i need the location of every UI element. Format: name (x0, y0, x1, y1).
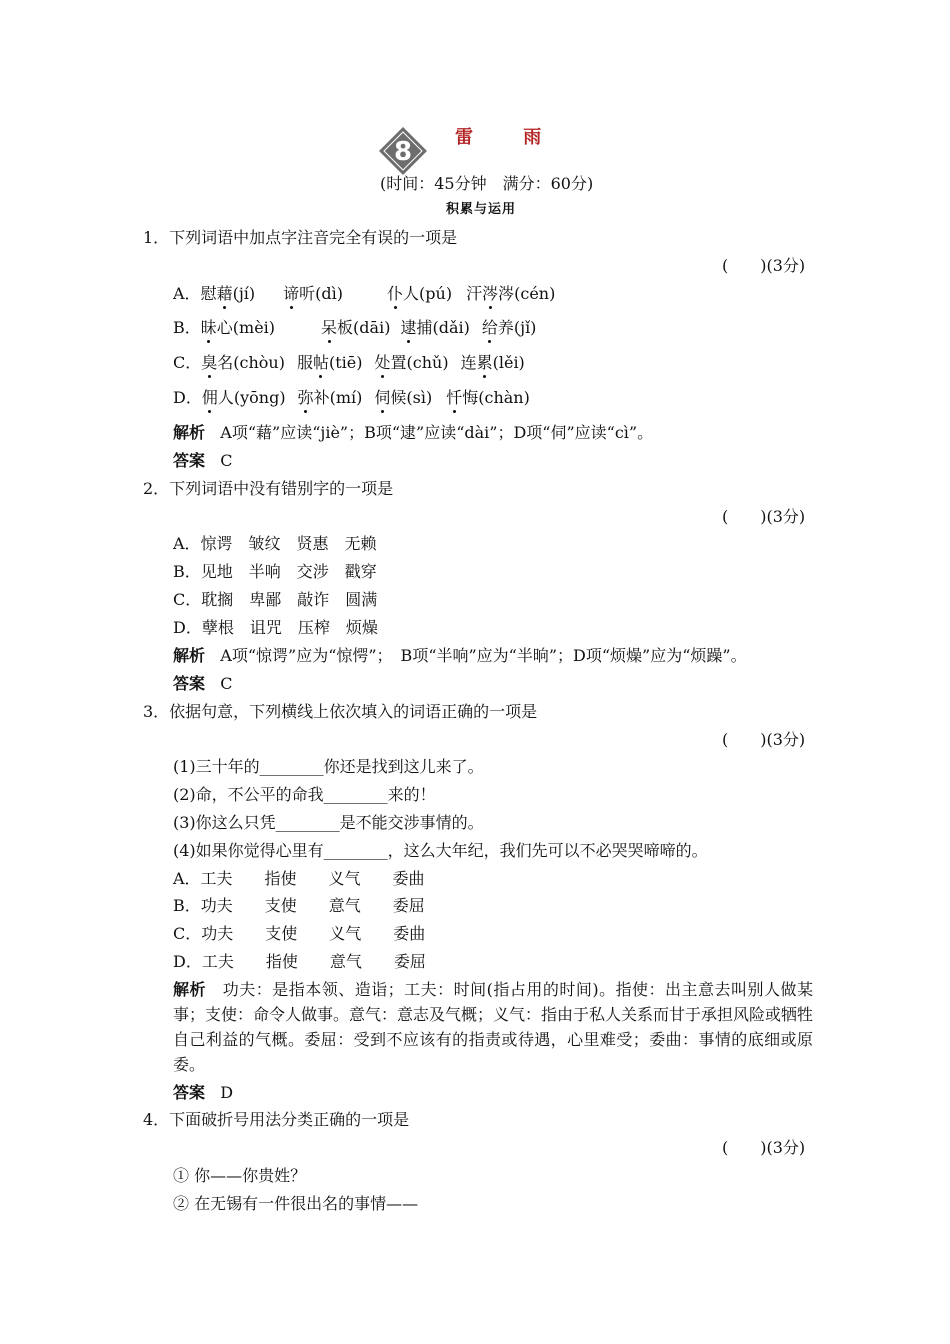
section-heading: 积累与运用 (446, 202, 517, 217)
question-3-option-b: B．功夫 支使 意气 委屈 (173, 896, 425, 915)
question-3-sentence-3: (3)你这么只凭________是不能交涉事情的。 (173, 813, 484, 832)
question-3-option-d: D．工夫 指使 意气 委屈 (173, 952, 426, 971)
svg-text:8: 8 (393, 137, 413, 167)
question-1-option-b: B．昧心(mèi) 呆板(dāi) 逮捕(dǎi) 给养(jǐ) (173, 318, 537, 337)
question-2-stem: 2．下列词语中没有错别字的一项是 (143, 479, 394, 498)
question-3-stem: 3．依据句意，下列横线上依次填入的词语正确的一项是 (143, 702, 538, 721)
question-3-answer: 答案 D (173, 1083, 234, 1102)
question-3-sentence-4: (4)如果你觉得心里有________，这么大年纪，我们先可以不必哭哭啼啼的。 (173, 841, 708, 860)
time-and-score-info: (时间：45分钟 满分：60分) (380, 174, 594, 193)
question-2-option-d: D．孽根 诅咒 压榨 烦燥 (173, 618, 378, 637)
question-3-score: ( )(3分) (722, 730, 806, 749)
question-3-sentence-1: (1)三十年的________你还是找到这儿来了。 (173, 757, 484, 776)
question-2-option-a: A．惊谔 皱纹 贤惠 无赖 (173, 534, 377, 553)
question-1-answer: 答案 C (173, 451, 233, 470)
question-3-option-a: A．工夫 指使 义气 委曲 (173, 869, 425, 888)
question-1-analysis: 解析 A项“藉”应读“jiè”；B项“逮”应读“dài”；D项“伺”应读“cì”。 (173, 423, 654, 442)
question-3-option-c: C．功夫 支使 义气 委曲 (173, 924, 426, 943)
question-2-score: ( )(3分) (722, 507, 806, 526)
question-4-score: ( )(3分) (722, 1138, 806, 1157)
question-1-stem: 1．下列词语中加点字注音完全有误的一项是 (143, 228, 458, 247)
lesson-number-badge (378, 126, 428, 176)
question-2-analysis: 解析 A项“惊谔”应为“惊愕”； B项“半响”应为“半晌”；D项“烦燥”应为“烦躁”。 (173, 646, 747, 665)
question-1-option-c: C．臭名(chòu) 服帖(tiē) 处置(chǔ) 连累(lěi) (173, 353, 525, 372)
question-4-sentence-2: ② 在无锡有一件很出名的事情—— (173, 1194, 419, 1213)
question-2-answer: 答案 C (173, 674, 233, 693)
question-3-analysis: 解析 功夫：是指本领、造诣；工夫：时间(指占用的时间)。指使：出主意去叫别人做某事；支使：命令人做事。意气：意志及气概；义气：指由于私人关系而甘于承担风险或牺牲自己利益的气概。委屈：受到不应该有的指责或待遇，心里难受；委曲：事情的底细或原委。 (173, 980, 814, 1074)
question-3-sentence-2: (2)命，不公平的命我________来的！ (173, 785, 436, 804)
question-4-sentence-1: ① 你——你贵姓？ (173, 1166, 307, 1185)
lesson-title: 雷 雨 (455, 127, 564, 148)
question-1-score: ( )(3分) (722, 256, 806, 275)
question-2-option-c: C．耽搁 卑鄙 敲诈 圆满 (173, 590, 378, 609)
question-2-option-b: B．见地 半响 交涉 戳穿 (173, 562, 377, 581)
question-1-option-d: D．佣人(yōng) 弥补(mí) 伺候(sì) 忏悔(chàn) (173, 388, 530, 407)
question-1-option-a: A．慰藉(jí) 谛听(dì) 仆人(pú) 汗涔涔(cén) (173, 284, 556, 303)
question-4-stem: 4．下面破折号用法分类正确的一项是 (143, 1110, 410, 1129)
